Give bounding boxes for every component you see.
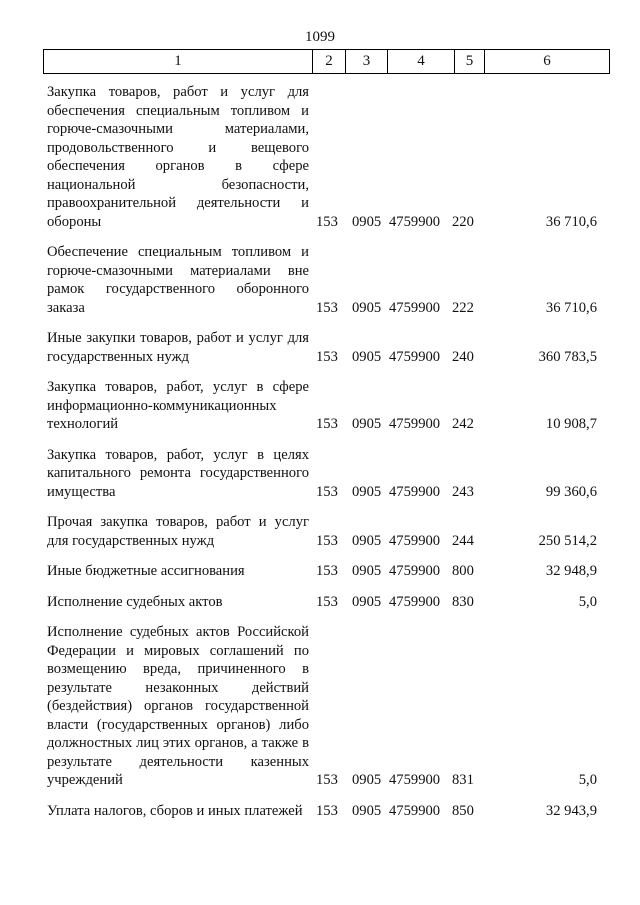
- header-col-6: 6: [484, 50, 609, 73]
- header-col-2: 2: [312, 50, 345, 73]
- row-col-3: 0905: [352, 563, 382, 579]
- row-amount: 5,0: [578, 593, 597, 610]
- row-amount: 250 514,2: [538, 532, 597, 549]
- row-description: Закупка товаров, работ, услуг в сфере информационно-коммуникационных технологий: [47, 379, 309, 432]
- row-col-5: 800: [452, 563, 474, 579]
- table-header: [43, 49, 610, 74]
- row-col-3: 0905: [352, 772, 382, 788]
- row-amount: 5,0: [578, 772, 597, 788]
- row-description: Исполнение судебных актов: [47, 593, 223, 610]
- row-col-4: 4759900: [389, 213, 441, 230]
- table-body: [0, 83, 640, 832]
- row-col-4: 4759900: [389, 563, 441, 579]
- header-col-3: 3: [345, 50, 387, 73]
- table-row: [0, 243, 640, 317]
- row-col-2: 153: [316, 348, 338, 365]
- row-col-4: 4759900: [389, 593, 441, 610]
- row-col-3: 0905: [352, 483, 382, 500]
- row-col-4: 4759900: [389, 348, 441, 365]
- row-description: Исполнение судебных актов Российской Федерации и мировых соглашений по возмещению вреда, причиненного в результате незаконных действий (бездействия) органов государственной власти (государственных органов) либо должностных лиц этих органов, а также в результате деятельности казенных учреждений: [47, 624, 309, 788]
- row-col-2: 153: [316, 213, 338, 230]
- row-col-5: 220: [452, 213, 474, 230]
- row-col-2: 153: [316, 416, 338, 432]
- row-amount: 360 783,5: [538, 348, 597, 365]
- row-amount: 32 948,9: [545, 563, 597, 579]
- header-col-5: 5: [454, 50, 484, 73]
- row-col-5: 831: [452, 772, 474, 788]
- table-row: [0, 802, 640, 821]
- row-col-3: 0905: [352, 299, 382, 316]
- row-description: Обеспечение специальным топливом и горюче-смазочными материалами вне рамок государственного оборонного заказа: [47, 244, 309, 316]
- row-description: Уплата налогов, сборов и иных платежей: [47, 802, 303, 819]
- row-col-2: 153: [316, 483, 338, 500]
- row-col-2: 153: [316, 772, 338, 788]
- row-description: Закупка товаров, работ и услуг для обеспечения специальным топливом и горюче-смазочными материалами, продовольственного и вещевого обеспечения органов в сфере национальной безопасности, правоохранительной деятельности и обороны: [47, 84, 309, 230]
- row-col-3: 0905: [352, 416, 382, 432]
- row-col-3: 0905: [352, 213, 382, 230]
- row-col-5: 222: [452, 299, 474, 316]
- row-amount: 36 710,6: [545, 213, 597, 230]
- row-col-3: 0905: [352, 348, 382, 365]
- row-col-4: 4759900: [389, 772, 441, 788]
- row-col-5: 242: [452, 416, 474, 432]
- row-col-5: 240: [452, 348, 474, 365]
- row-col-4: 4759900: [389, 802, 441, 819]
- row-col-3: 0905: [352, 802, 382, 819]
- row-col-2: 153: [316, 802, 338, 819]
- row-amount: 99 360,6: [545, 483, 597, 500]
- table-row: [0, 562, 640, 581]
- row-col-4: 4759900: [389, 532, 441, 549]
- row-description: Иные закупки товаров, работ и услуг для государственных нужд: [47, 330, 309, 365]
- table-row: [0, 446, 640, 502]
- row-col-4: 4759900: [389, 299, 441, 316]
- table-row: [0, 623, 640, 790]
- row-col-5: 243: [452, 483, 474, 500]
- row-col-2: 153: [316, 532, 338, 549]
- row-col-3: 0905: [352, 593, 382, 610]
- header-col-4: 4: [387, 50, 454, 73]
- table-row: [0, 378, 640, 434]
- table-row: [0, 513, 640, 550]
- row-amount: 32 943,9: [545, 802, 597, 819]
- row-col-2: 153: [316, 299, 338, 316]
- row-col-5: 850: [452, 802, 474, 819]
- row-amount: 10 908,7: [545, 416, 597, 432]
- row-description: Иные бюджетные ассигнования: [47, 563, 245, 579]
- row-col-5: 830: [452, 593, 474, 610]
- row-col-3: 0905: [352, 532, 382, 549]
- header-col-1: 1: [174, 53, 182, 69]
- row-col-4: 4759900: [389, 483, 441, 500]
- table-row: [0, 329, 640, 366]
- row-col-2: 153: [316, 593, 338, 610]
- table-row: [0, 593, 640, 612]
- row-col-4: 4759900: [389, 416, 441, 432]
- page-number: 1099: [305, 29, 335, 45]
- row-description: Прочая закупка товаров, работ и услуг для государственных нужд: [47, 514, 309, 549]
- row-col-5: 244: [452, 532, 474, 549]
- row-description: Закупка товаров, работ, услуг в целях капитального ремонта государственного имущества: [47, 446, 309, 500]
- table-row: [0, 83, 640, 231]
- row-col-2: 153: [316, 563, 338, 579]
- row-amount: 36 710,6: [545, 299, 597, 316]
